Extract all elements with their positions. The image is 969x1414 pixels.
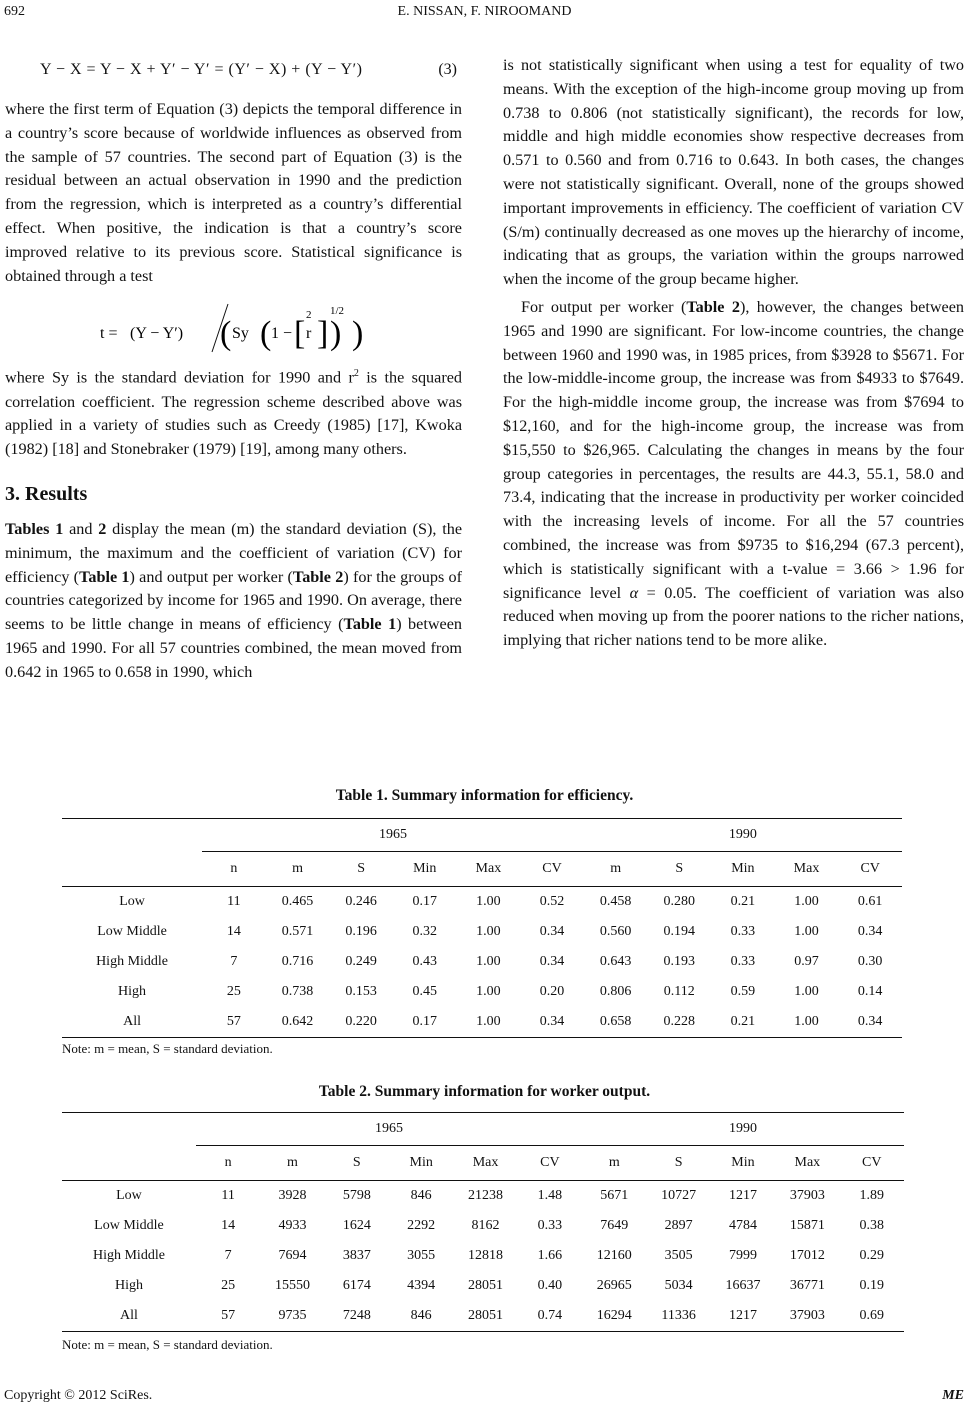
table-cell: 0.658 (584, 1007, 648, 1038)
column-header-row (62, 852, 902, 887)
table-cell: 1.48 (537, 1188, 563, 1203)
paragraph: where Sy is the standard deviation for 1990 and $r^2$ is the squared correlation coefficient. The regression scheme described above was applied in a variety of studies such as Creedy (1985) [17], Kwoka (1982) [18] and Stonebraker (1979) [19], among many others. (5, 368, 462, 459)
table-cell: 0.33 (537, 1218, 563, 1233)
column-header: Min (393, 852, 457, 887)
table-cell: 15550 (274, 1278, 310, 1293)
column-header: n (196, 1146, 260, 1181)
table-cell: 0.43 (412, 954, 438, 969)
table-cell: 0.643 (599, 954, 632, 969)
year-header: 1990 (584, 819, 902, 852)
table-cell: 6174 (342, 1278, 371, 1293)
table-cell: 4394 (407, 1278, 436, 1293)
table-cell: 0.69 (840, 1301, 904, 1332)
table-cell: 3928 (278, 1188, 307, 1203)
column-header: CV (520, 852, 584, 887)
t-test-formula (5, 290, 462, 358)
table-cell: 1.00 (457, 1007, 521, 1038)
close-paren-2: ) (352, 315, 364, 353)
column-header: m (584, 852, 648, 887)
table-cell: 5798 (342, 1188, 371, 1203)
table-cell: 1.00 (476, 924, 501, 939)
table-cell: 57 (202, 1007, 266, 1038)
equation-3-number: (3) (438, 61, 457, 78)
table-cell: 0.21 (711, 1007, 775, 1038)
table-row (62, 917, 902, 947)
table-cell: 11336 (646, 1301, 710, 1332)
table-cell: 7 (224, 1248, 232, 1263)
table-cell: 846 (389, 1301, 453, 1332)
table-cell: 16637 (725, 1278, 761, 1293)
table-cell: 0.193 (663, 954, 696, 969)
column-header: Max (775, 1146, 839, 1181)
table-cell: 25 (226, 984, 241, 999)
column-header: m (260, 1146, 324, 1181)
table-cell: 11 (227, 894, 241, 909)
column-header: S (325, 1146, 389, 1181)
table-cell: 28051 (453, 1301, 517, 1332)
table-cell: 2292 (407, 1218, 436, 1233)
section-title: 3. Results (5, 482, 88, 505)
table-cell: 7694 (278, 1248, 307, 1263)
table-cell: 5034 (664, 1278, 693, 1293)
t-test-r: r (306, 325, 312, 343)
table-cell: 0.34 (539, 924, 565, 939)
t-test-exponent: 1/2 (330, 305, 345, 318)
table-cell: 15871 (789, 1218, 825, 1233)
column-header: Min (711, 852, 775, 887)
table-cell: 0.17 (393, 1007, 457, 1038)
table-cell: 0.34 (838, 1007, 902, 1038)
table-1-note: Note: m = mean, S = standard deviation. (62, 1041, 273, 1056)
table-cell: 0.560 (599, 924, 632, 939)
copyright: Copyright © 2012 SciRes. (4, 1388, 153, 1403)
column-header: n (202, 852, 266, 887)
row-label: High (114, 1278, 143, 1293)
table-cell: 0.806 (599, 984, 632, 999)
table-cell: 1.89 (859, 1188, 884, 1203)
table-cell: 14 (221, 1218, 236, 1233)
table-cell: 4784 (728, 1218, 757, 1233)
table-cell: 1.00 (794, 984, 819, 999)
column-header: CV (518, 1146, 582, 1181)
table-cell: 0.465 (281, 894, 314, 909)
table-cell: 1.00 (794, 894, 819, 909)
table-cell: 14 (226, 924, 241, 939)
paragraph: For output per worker (Table 2), however, the changes between 1965 and 1990 are significant. For low-income countries, the change between 1960 and 1990 was, in 1985 prices, from $3928 to $5671. For the low-middle-income group, the increase was from $4933 to $7649. For the high-middle income group, the increase was from $7694 to $12,160, and for the high-income group, the increase was from $15,550 to $26,965. Calculating the changes in means by the four group categories in percentages, the results are 44.3, 55.1, 58.0 and 73.4, indicating that the increase in productivity per worker coincided with the increasing levels of income. For all the 57 countries combined, the increase was from $9735 to $16,294 (67.3 percent), which is statistically significant with a t-value = 3.66 > 1.96 for significance level α = 0.05. The coefficient of variation was also reduced when moving up from the poorer nations to the richer nations, implying that richer nations tend to be more alike. (503, 297, 964, 650)
row-label: All (62, 1007, 202, 1038)
table-cell: 4933 (278, 1218, 307, 1233)
table-cell: 3505 (664, 1248, 693, 1263)
table-cell: 1624 (342, 1218, 371, 1233)
column-header: m (582, 1146, 646, 1181)
table-row (62, 1007, 902, 1038)
column-header: m (266, 852, 330, 887)
row-label: Low Middle (97, 924, 167, 939)
table-cell: 0.34 (520, 1007, 584, 1038)
table-cell: 36771 (789, 1278, 825, 1293)
table-row (62, 977, 902, 1007)
table-cell: 0.571 (281, 924, 314, 939)
table-2 (62, 1112, 904, 1332)
table-cell: 1.00 (775, 1007, 839, 1038)
table-cell: 0.20 (539, 984, 565, 999)
table-cell: 9735 (260, 1301, 324, 1332)
table-cell: 0.153 (345, 984, 377, 999)
table-2-note: Note: m = mean, S = standard deviation. (62, 1337, 273, 1352)
column-header: Max (775, 852, 839, 887)
close-bracket: ] (317, 315, 329, 353)
column-header: S (329, 852, 393, 887)
table-cell: 1.66 (537, 1248, 563, 1263)
page-number: 692 (4, 4, 25, 19)
table-cell: 28051 (468, 1278, 504, 1293)
journal-abbrev: ME (942, 1388, 964, 1403)
column-header-row (62, 1146, 904, 1181)
table-cell: 0.220 (329, 1007, 393, 1038)
table-cell: 846 (410, 1188, 432, 1203)
paragraph: is not statistically significant when using a test for equality of two means. With the exception of the high-income group moving up from 0.738 to 0.806 (not statistically significant), the records for low, middle and high middle economies show respective decreases from 0.571 to 0.560 and from 0.716 to 0.643. In both cases, the changes were not statistically significant. Overall, none of the groups showed important improvements in efficiency. The coefficient of variation CV (S/m) continually decreased as one moves up the hierarchy of income, indicating that as groups, the variation within the groups narrowed when the income of the group became higher. (503, 56, 964, 289)
t-test-lhs: t = (100, 325, 118, 343)
paragraph: where the first term of Equation (3) depicts the temporal difference in a country’s score because of worldwide influences as observed from the sample of 57 countries. The second part of Equation (3) is the residual between an actual observation in 1990 and the prediction from the regression, which is interpreted as a country’s differential effect. When positive, the indication is that a country’s score improved relative to its previous score. Statistical significance is obtained through a test (5, 100, 462, 285)
table-cell: 0.716 (281, 954, 314, 969)
table-cell: 0.34 (539, 954, 565, 969)
year-header: 1965 (196, 1113, 582, 1146)
table-cell: 7999 (728, 1248, 757, 1263)
table-cell: 1.00 (476, 894, 501, 909)
t-test-sy: Sy (232, 325, 249, 343)
column-header: Min (389, 1146, 453, 1181)
table-cell: 2897 (664, 1218, 693, 1233)
t-test-numerator: (Y − Y′) (130, 325, 184, 343)
table-cell: 0.194 (663, 924, 696, 939)
page-footer (4, 1388, 964, 1404)
table-cell: 16294 (582, 1301, 646, 1332)
table-cell: 0.97 (794, 954, 819, 969)
table-cell: 0.228 (647, 1007, 711, 1038)
table-cell: 0.246 (345, 894, 377, 909)
table-row (62, 887, 902, 918)
equation-3-formula: Y − X = Y − X + Y′ − Y′ = (Y′ − X) + (Y − Y′) (40, 61, 363, 78)
table-cell: 12818 (468, 1248, 504, 1263)
table-1 (62, 818, 902, 1038)
table-cell: 0.40 (537, 1278, 563, 1293)
table-cell: 0.33 (730, 924, 756, 939)
table-cell: 5671 (600, 1188, 629, 1203)
right-column (503, 54, 964, 653)
open-bracket: [ (294, 315, 306, 353)
table-cell: 25 (221, 1278, 236, 1293)
row-label: Low (119, 894, 145, 909)
table-cell: 17012 (789, 1248, 825, 1263)
table-cell: 0.74 (518, 1301, 582, 1332)
column-header: Max (453, 1146, 517, 1181)
table-1-caption: Table 1. Summary information for efficiency. (335, 787, 634, 804)
row-label: All (62, 1301, 196, 1332)
equation-3 (5, 54, 462, 98)
table-cell: 10727 (661, 1188, 697, 1203)
open-paren: ( (220, 315, 232, 353)
table-cell: 0.112 (663, 984, 695, 999)
table-cell: 0.196 (345, 924, 377, 939)
table-cell: 0.30 (857, 954, 883, 969)
table-cell: 0.45 (412, 984, 438, 999)
table-cell: 0.642 (266, 1007, 330, 1038)
running-title: E. NISSAN, F. NIROOMAND (397, 4, 572, 19)
table-cell: 0.14 (857, 984, 883, 999)
table-cell: 0.17 (412, 894, 438, 909)
table-cell: 1.00 (794, 924, 819, 939)
year-header: 1990 (582, 1113, 904, 1146)
row-label: Low Middle (94, 1218, 164, 1233)
table-row (62, 1301, 904, 1332)
table-cell: 0.52 (539, 894, 565, 909)
table-cell: 1217 (711, 1301, 775, 1332)
page-header (0, 4, 969, 24)
table-row (62, 1271, 904, 1301)
table-cell: 0.19 (859, 1278, 884, 1293)
table-cell: 0.61 (857, 894, 883, 909)
table-cell: 0.280 (663, 894, 696, 909)
table-cell: 12160 (596, 1248, 632, 1263)
column-header: S (647, 852, 711, 887)
table-row (62, 1181, 904, 1212)
paragraph: Tables 1 and 2 display the mean (m) the standard deviation (S), the minimum, the maximum and the coefficient of variation (CV) for efficiency (Table 1) and output per worker (Table 2) for the groups of countries categorized by income for 1965 and 1990. On average, there seems to be little change in means of efficiency (Table 1) between 1965 and 1990. For all 57 countries combined, the mean moved from 0.642 in 1965 to 0.658 in 1990, which (5, 519, 463, 681)
table-cell: 37903 (789, 1188, 825, 1203)
t-test-svg (100, 290, 380, 356)
table-cell: 0.458 (599, 894, 632, 909)
table-cell: 11 (221, 1188, 235, 1203)
row-label: High (118, 984, 147, 999)
table-cell: 0.38 (859, 1218, 884, 1233)
column-header: Max (457, 852, 521, 887)
table-cell: 0.29 (859, 1248, 884, 1263)
table-cell: 0.33 (730, 954, 756, 969)
table-row (62, 947, 902, 977)
table-cell: 1.00 (476, 954, 501, 969)
table-cell: 57 (196, 1301, 260, 1332)
column-header: Min (711, 1146, 775, 1181)
table-cell: 1217 (728, 1188, 757, 1203)
left-column (5, 54, 462, 685)
table-cell: 7649 (600, 1218, 629, 1233)
year-header: 1965 (202, 819, 584, 852)
column-header: CV (838, 852, 902, 887)
t-test-square: 2 (306, 309, 312, 322)
table-cell: 0.738 (281, 984, 314, 999)
table-cell: 37903 (775, 1301, 839, 1332)
table-cell: 0.249 (345, 954, 377, 969)
table-cell: 8162 (471, 1218, 500, 1233)
table-cell: 7248 (325, 1301, 389, 1332)
table-2-caption: Table 2. Summary information for worker output. (318, 1083, 651, 1100)
table-cell: 0.32 (412, 924, 438, 939)
column-header: S (646, 1146, 710, 1181)
row-label: High Middle (92, 1248, 165, 1263)
table-cell: 21238 (468, 1188, 504, 1203)
table-row (62, 1241, 904, 1271)
t-test-one-minus: 1 − (271, 325, 293, 343)
row-label: High Middle (96, 954, 169, 969)
table-cell: 3055 (407, 1248, 436, 1263)
table-cell: 26965 (596, 1278, 632, 1293)
table-cell: 0.59 (730, 984, 756, 999)
table-row (62, 1211, 904, 1241)
table-cell: 0.21 (730, 894, 756, 909)
table-cell: 7 (230, 954, 238, 969)
column-header: CV (840, 1146, 904, 1181)
close-paren: ) (330, 315, 342, 353)
table-cell: 0.34 (857, 924, 883, 939)
table-cell: 3837 (342, 1248, 371, 1263)
row-label: Low (116, 1188, 142, 1203)
open-paren-2: ( (260, 315, 272, 353)
table-cell: 1.00 (476, 984, 501, 999)
